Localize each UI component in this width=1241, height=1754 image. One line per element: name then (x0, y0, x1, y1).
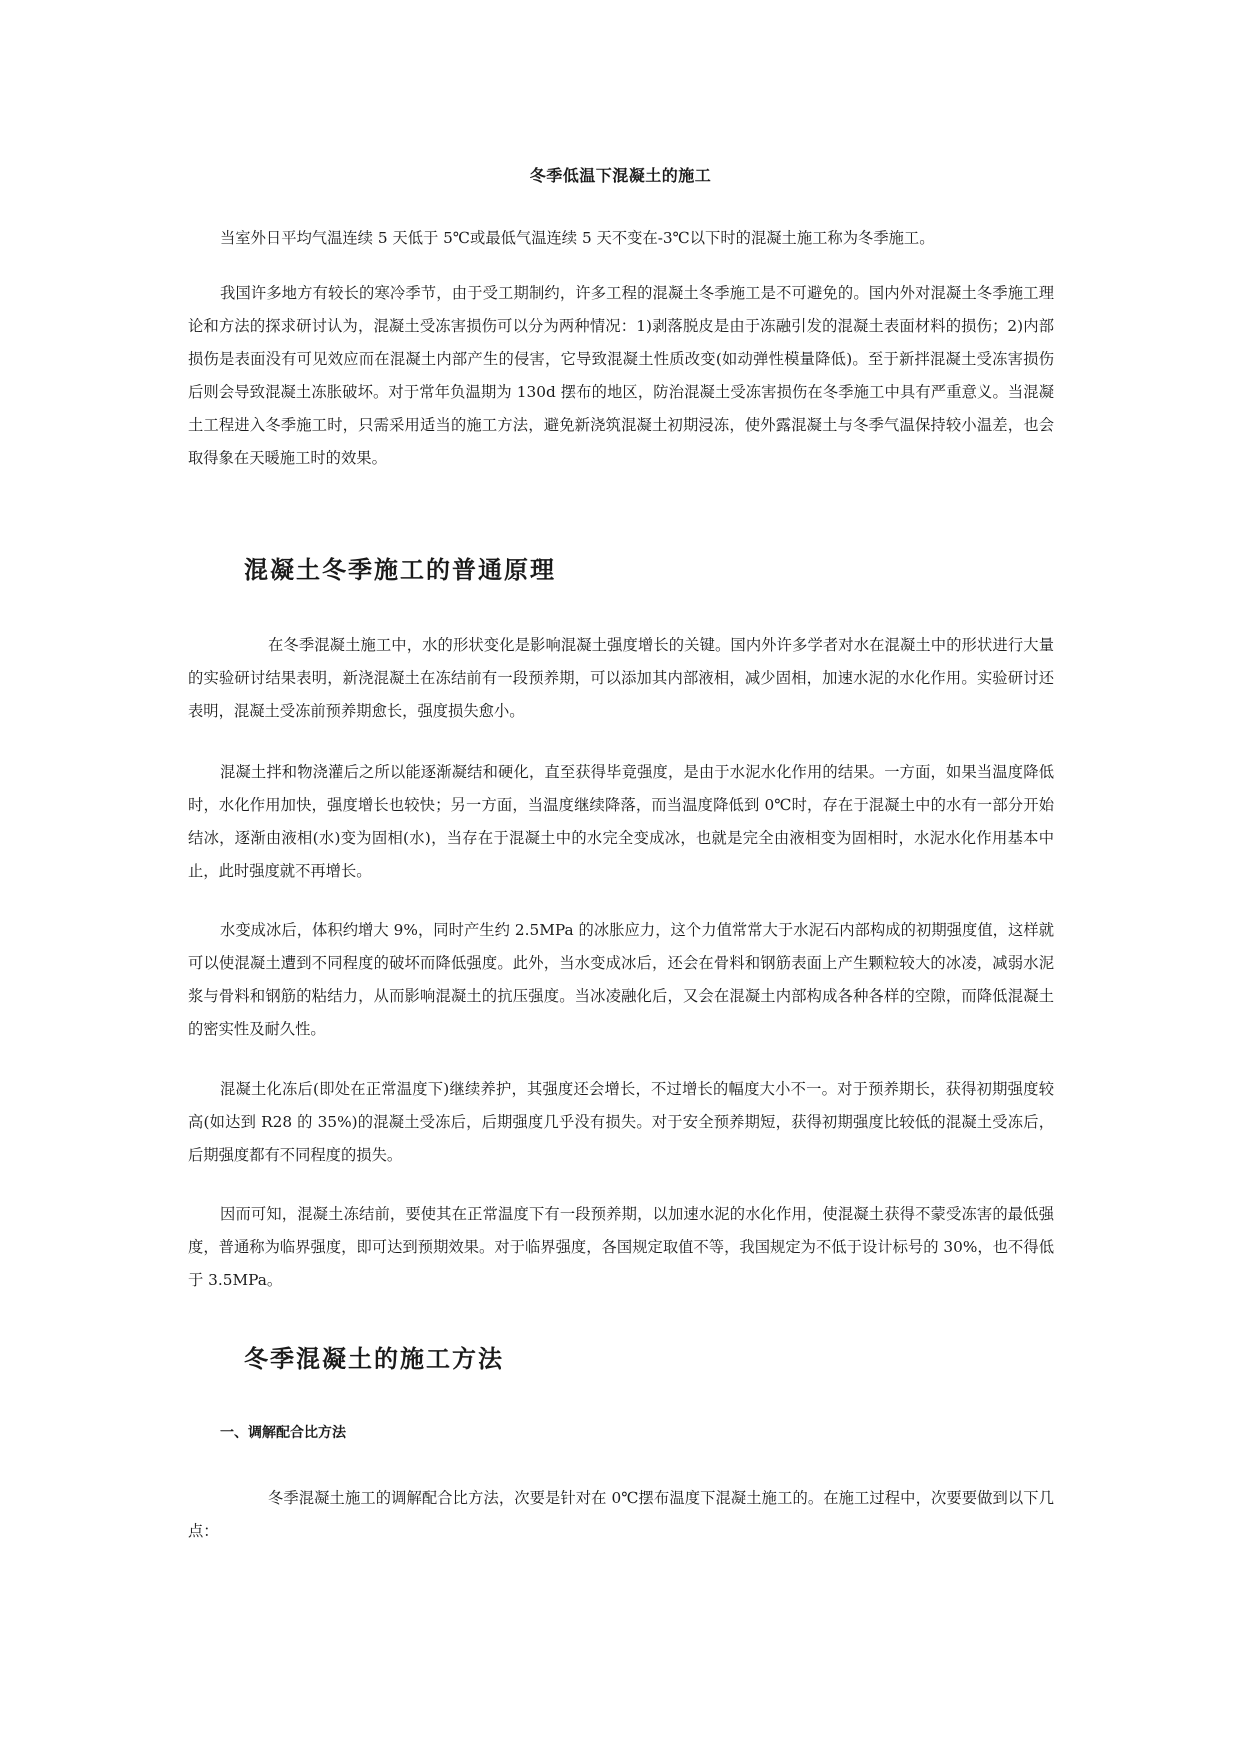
document-title: 冬季低温下混凝土的施工 (529, 166, 712, 185)
section-heading-principles: 混凝土冬季施工的普通原理 (244, 555, 556, 584)
methods-paragraph-1: 冬季混凝土施工的调解配合比方法，次要是针对在 0℃摆布温度下混凝土施工的。在施工过程中，次要要做到以下几点： (188, 1489, 1054, 1540)
principles-paragraph-4: 混凝土化冻后(即处在正常温度下)继续养护，其强度还会增长，不过增长的幅度大小不一。对于预养期长，获得初期强度较高(如达到 R28 的 35%)的混凝土受冻后，后期强度几乎没有损失。对于安全预养期短，获得初期强度比较低的混凝土受冻后，后期强度都有不同程度的损失。 (188, 1080, 1054, 1164)
principles-paragraph-3: 水变成冰后，体积约增大 9%，同时产生约 2.5MPa 的冰胀应力，这个力值常常大于水泥石内部构成的初期强度值，这样就可以使混凝土遭到不同程度的破坏而降低强度。此外，当水变成冰后，还会在骨料和钢筋表面上产生颗粒较大的冰凌，减弱水泥浆与骨料和钢筋的粘结力，从而影响混凝土的抗压强度。当冰凌融化后，又会在混凝土内部构成各种各样的空隙，而降低混凝土的密实性及耐久性。 (188, 921, 1054, 1038)
sub-heading-mix-ratio: 一、调解配合比方法 (220, 1425, 346, 1441)
intro-paragraph-2: 我国许多地方有较长的寒冷季节，由于受工期制约，许多工程的混凝土冬季施工是不可避免的。国内外对混凝土冬季施工理论和方法的探求研讨认为，混凝土受冻害损伤可以分为两种情况：1)剥落脱皮是由于冻融引发的混凝土表面材料的损伤；2)内部损伤是表面没有可见效应而在混凝土内部产生的侵害，它导致混凝土性质改变(如动弹性模量降低)。至于新拌混凝土受冻害损伤后则会导致混凝土冻胀破坏。对于常年负温期为 130d 摆布的地区，防治混凝土受冻害损伤在冬季施工中具有严重意义。当混凝土工程进入冬季施工时，只需采用适当的施工方法，避免新浇筑混凝土初期浸冻，使外露混凝土与冬季气温保持较小温差，也会取得象在天暖施工时的效果。 (188, 284, 1054, 467)
principles-paragraph-5: 因而可知，混凝土冻结前，要使其在正常温度下有一段预养期，以加速水泥的水化作用，使混凝土获得不蒙受冻害的最低强度，普通称为临界强度，即可达到预期效果。对于临界强度，各国规定取值不等，我国规定为不低于设计标号的 30%，也不得低于 3.5MPa。 (188, 1205, 1054, 1289)
principles-paragraph-2: 混凝土拌和物浇灌后之所以能逐渐凝结和硬化，直至获得毕竟强度，是由于水泥水化作用的结果。一方面，如果当温度降低时，水化作用加快，强度增长也较快；另一方面，当温度继续降落，而当温度降低到 0℃时，存在于混凝土中的水有一部分开始结冰，逐渐由液相(水)变为固相(水)，当存在于混凝土中的水完全变成冰，也就是完全由液相变为固相时，水泥水化作用基本中止，此时强度就不再增长。 (188, 763, 1054, 880)
intro-paragraph-1: 当室外日平均气温连续 5 天低于 5℃或最低气温连续 5 天不变在-3℃以下时的混凝土施工称为冬季施工。 (220, 229, 935, 247)
principles-paragraph-1: 在冬季混凝土施工中，水的形状变化是影响混凝土强度增长的关键。国内外许多学者对水在混凝土中的形状进行大量的实验研讨结果表明，新浇混凝土在冻结前有一段预养期，可以添加其内部液相，减少固相，加速水泥的水化作用。实验研讨还表明，混凝土受冻前预养期愈长，强度损失愈小。 (188, 636, 1054, 720)
section-heading-methods: 冬季混凝土的施工方法 (244, 1344, 504, 1373)
